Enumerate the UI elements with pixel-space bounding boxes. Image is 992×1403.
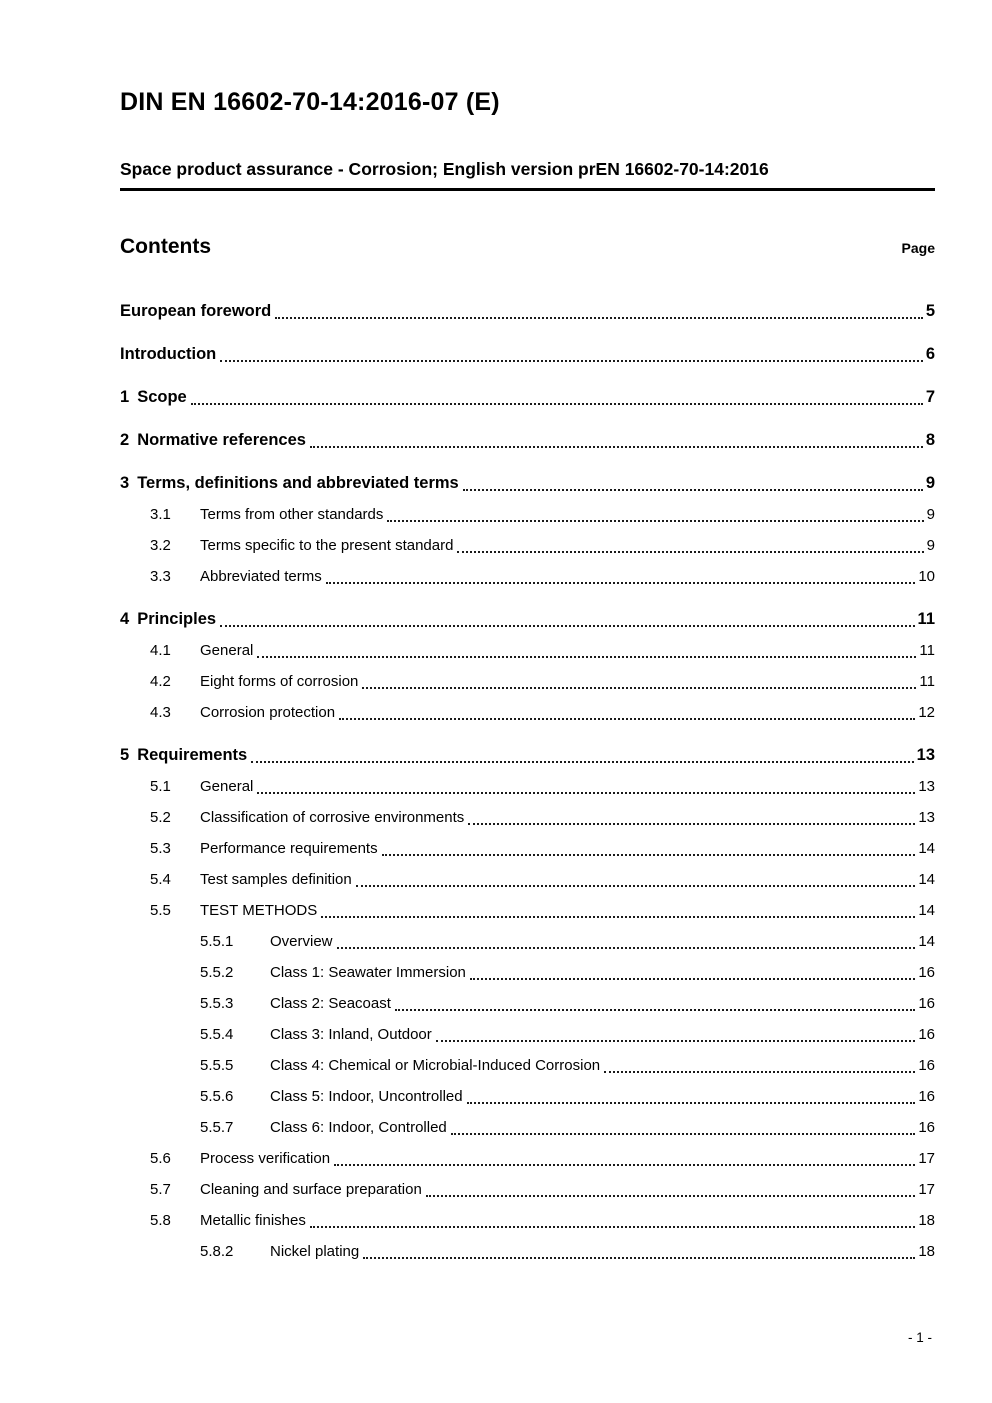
dot-leader xyxy=(468,808,915,825)
toc-entry-number: 4.3 xyxy=(150,704,171,721)
toc-entry-label: European foreword xyxy=(120,302,272,320)
toc-entry-number: 5.5.5 xyxy=(200,1057,234,1074)
toc-entry-label: General xyxy=(200,642,254,659)
toc-entry-page: 18 xyxy=(918,1212,935,1229)
toc-entry[interactable] xyxy=(120,344,935,365)
toc-entry-label: Normative references xyxy=(137,431,306,449)
toc-entry-number: 5.5.2 xyxy=(200,964,234,981)
toc-entry-page: 11 xyxy=(919,673,935,690)
toc-entry-label: Introduction xyxy=(120,345,217,363)
dot-leader xyxy=(356,870,916,887)
toc-entry-page: 13 xyxy=(918,809,935,826)
toc-entry-page: 14 xyxy=(918,840,935,857)
toc-entry-page: 14 xyxy=(918,902,935,919)
dot-leader xyxy=(191,387,923,405)
toc-entry[interactable] xyxy=(120,901,935,921)
toc-entry[interactable] xyxy=(120,1118,935,1138)
toc-entry[interactable] xyxy=(120,301,935,322)
toc-entry-page: 16 xyxy=(918,964,935,981)
toc-entry[interactable] xyxy=(120,1180,935,1200)
toc-entry[interactable] xyxy=(120,672,935,692)
toc-entry-label: Terms from other standards xyxy=(200,506,384,523)
toc-entry-number: 5.7 xyxy=(150,1181,171,1198)
toc-entry-number: 5.2 xyxy=(150,809,171,826)
toc-entry-number: 2 xyxy=(120,431,130,449)
toc-entry[interactable] xyxy=(120,1056,935,1076)
toc-entry-number: 5.8.2 xyxy=(200,1243,234,1260)
toc-entry-label: Principles xyxy=(137,610,217,628)
dot-leader xyxy=(470,963,915,980)
toc-entry-label: Corrosion protection xyxy=(200,704,336,721)
toc-entry-page: 8 xyxy=(925,431,935,449)
toc-entry-label: Class 2: Seacoast xyxy=(270,995,391,1012)
toc-entry-page: 13 xyxy=(918,778,935,795)
dot-leader xyxy=(451,1118,916,1135)
toc-entry-page: 16 xyxy=(918,995,935,1012)
toc-entry-label: Requirements xyxy=(137,746,248,764)
toc-entry-page: 16 xyxy=(918,1119,935,1136)
toc-entry[interactable] xyxy=(120,430,935,451)
toc-entry-label: Class 5: Indoor, Uncontrolled xyxy=(270,1088,463,1105)
table-of-contents xyxy=(120,301,935,1262)
dot-leader xyxy=(463,473,923,491)
dot-leader xyxy=(387,505,923,522)
toc-entry-page: 6 xyxy=(925,345,935,363)
toc-entry-label: Terms, definitions and abbreviated terms xyxy=(137,474,459,492)
dot-leader xyxy=(220,609,914,627)
dot-leader xyxy=(467,1087,916,1104)
dot-leader xyxy=(426,1180,915,1197)
toc-entry-number: 3 xyxy=(120,474,130,492)
dot-leader xyxy=(604,1056,915,1073)
toc-entry-number: 5.4 xyxy=(150,871,171,888)
dot-leader xyxy=(257,641,916,658)
toc-entry[interactable] xyxy=(120,994,935,1014)
dot-leader xyxy=(362,672,916,689)
toc-entry-number: 5.8 xyxy=(150,1212,171,1229)
toc-entry-page: 17 xyxy=(918,1181,935,1198)
dot-leader xyxy=(275,301,923,319)
dot-leader xyxy=(382,839,916,856)
toc-entry-number: 5 xyxy=(120,746,130,764)
toc-entry-page: 16 xyxy=(918,1088,935,1105)
toc-entry[interactable] xyxy=(120,932,935,952)
toc-entry[interactable] xyxy=(120,609,935,630)
toc-entry-label: Eight forms of corrosion xyxy=(200,673,359,690)
toc-entry[interactable] xyxy=(120,703,935,723)
dot-leader xyxy=(436,1025,916,1042)
toc-entry-number: 4.2 xyxy=(150,673,171,690)
toc-entry-page: 5 xyxy=(925,302,935,320)
dot-leader xyxy=(321,901,915,918)
dot-leader xyxy=(310,1211,915,1228)
toc-entry-label: Abbreviated terms xyxy=(200,568,322,585)
document-subtitle: Space product assurance - Corrosion; English version prEN 16602-70-14:2016 xyxy=(120,159,935,191)
toc-entry[interactable] xyxy=(120,387,935,408)
toc-entry[interactable] xyxy=(120,641,935,661)
toc-entry-page: 13 xyxy=(916,746,935,764)
toc-entry-page: 14 xyxy=(918,871,935,888)
contents-heading: Contents xyxy=(120,235,211,258)
toc-entry[interactable] xyxy=(120,1149,935,1169)
toc-entry[interactable] xyxy=(120,745,935,766)
toc-entry[interactable] xyxy=(120,839,935,859)
dot-leader xyxy=(310,430,923,448)
dot-leader xyxy=(257,777,915,794)
page-column-label: Page xyxy=(901,240,935,256)
toc-entry-page: 12 xyxy=(918,704,935,721)
toc-entry-label: Classification of corrosive environments xyxy=(200,809,465,826)
toc-entry[interactable] xyxy=(120,808,935,828)
toc-entry-page: 9 xyxy=(926,506,935,523)
toc-entry-number: 3.2 xyxy=(150,537,171,554)
toc-entry-number: 5.3 xyxy=(150,840,171,857)
dot-leader xyxy=(395,994,915,1011)
toc-entry[interactable] xyxy=(120,1211,935,1231)
toc-entry-number: 3.1 xyxy=(150,506,171,523)
toc-entry-page: 16 xyxy=(918,1057,935,1074)
toc-entry-label: Test samples definition xyxy=(200,871,352,888)
toc-entry-label: General xyxy=(200,778,254,795)
toc-entry[interactable] xyxy=(120,1025,935,1045)
toc-entry-label: Cleaning and surface preparation xyxy=(200,1181,422,1198)
toc-entry-number: 5.5.4 xyxy=(200,1026,234,1043)
toc-entry-number: 5.5.3 xyxy=(200,995,234,1012)
toc-entry-label: Class 1: Seawater Immersion xyxy=(270,964,466,981)
toc-entry-page: 11 xyxy=(917,610,935,628)
toc-entry-page: 18 xyxy=(918,1243,935,1260)
toc-entry-number: 5.5 xyxy=(150,902,171,919)
document-title: DIN EN 16602-70-14:2016-07 (E) xyxy=(120,88,500,116)
toc-entry-page: 10 xyxy=(918,568,935,585)
toc-entry[interactable] xyxy=(120,505,935,525)
toc-entry-label: TEST METHODS xyxy=(200,902,318,919)
toc-entry-number: 5.1 xyxy=(150,778,171,795)
dot-leader xyxy=(457,536,923,553)
dot-leader xyxy=(251,745,913,763)
toc-entry-label: Nickel plating xyxy=(270,1243,360,1260)
toc-entry-number: 4 xyxy=(120,610,130,628)
toc-entry[interactable] xyxy=(120,536,935,556)
toc-entry-page: 7 xyxy=(925,388,935,406)
dot-leader xyxy=(326,567,916,584)
toc-entry-label: Metallic finishes xyxy=(200,1212,306,1229)
toc-entry-page: 14 xyxy=(918,933,935,950)
toc-entry[interactable] xyxy=(120,1242,935,1262)
dot-leader xyxy=(363,1242,915,1259)
page-content xyxy=(120,0,935,1262)
toc-entry-number: 3.3 xyxy=(150,568,171,585)
toc-entry-label: Class 4: Chemical or Microbial-Induced Corrosion xyxy=(270,1057,601,1074)
toc-entry-label: Scope xyxy=(137,388,187,406)
toc-entry-number: 5.6 xyxy=(150,1150,171,1167)
toc-entry-page: 17 xyxy=(918,1150,935,1167)
dot-leader xyxy=(334,1149,915,1166)
toc-entry[interactable] xyxy=(120,777,935,797)
toc-entry[interactable] xyxy=(120,963,935,983)
toc-entry-number: 1 xyxy=(120,388,130,406)
toc-entry-number: 5.5.7 xyxy=(200,1119,234,1136)
toc-entry[interactable] xyxy=(120,567,935,587)
dot-leader xyxy=(339,703,915,720)
toc-entry-number: 5.5.6 xyxy=(200,1088,234,1105)
toc-entry-label: Process verification xyxy=(200,1150,331,1167)
toc-entry-page: 16 xyxy=(918,1026,935,1043)
dot-leader xyxy=(337,932,916,949)
toc-entry-label: Terms specific to the present standard xyxy=(200,537,454,554)
toc-entry-label: Class 6: Indoor, Controlled xyxy=(270,1119,447,1136)
page-number-footer: - 1 - xyxy=(907,1330,932,1345)
toc-entry-page: 9 xyxy=(926,537,935,554)
toc-entry-number: 4.1 xyxy=(150,642,171,659)
toc-entry-number: 5.5.1 xyxy=(200,933,234,950)
toc-entry-page: 11 xyxy=(919,642,935,659)
toc-entry[interactable] xyxy=(120,1087,935,1107)
toc-entry-label: Overview xyxy=(270,933,333,950)
toc-entry[interactable] xyxy=(120,473,935,494)
toc-entry[interactable] xyxy=(120,870,935,890)
toc-entry-label: Class 3: Inland, Outdoor xyxy=(270,1026,432,1043)
dot-leader xyxy=(220,344,923,362)
contents-header-row xyxy=(120,235,935,259)
toc-entry-page: 9 xyxy=(925,474,935,492)
toc-entry-label: Performance requirements xyxy=(200,840,378,857)
